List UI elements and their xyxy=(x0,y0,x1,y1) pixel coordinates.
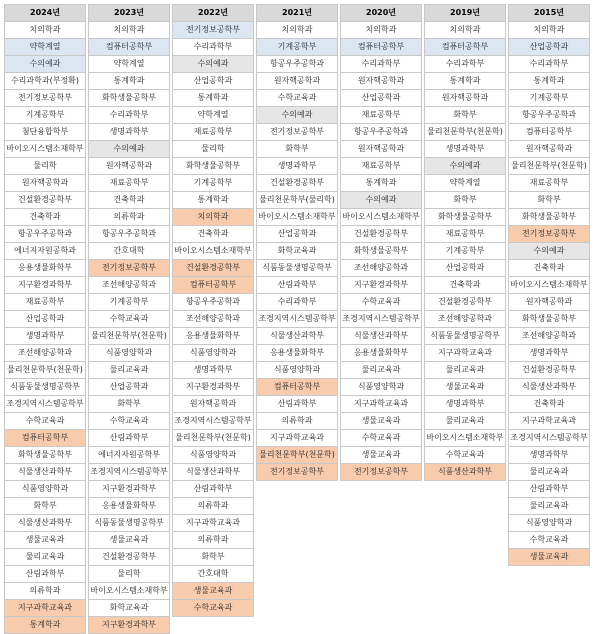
table-cell: 원자핵공학과 xyxy=(424,89,506,106)
table-cell: 식물생산과학부 xyxy=(4,463,86,480)
table-cell: 산림과학부 xyxy=(172,480,254,497)
table-cell: 건설환경공학부 xyxy=(172,259,254,276)
table-cell: 산림과학부 xyxy=(256,276,338,293)
table-cell: 컴퓨터공학부 xyxy=(172,276,254,293)
table-cell: 조선해양공학과 xyxy=(424,310,506,327)
year-header: 2024년 xyxy=(4,4,86,21)
table-cell: 원자핵공학과 xyxy=(4,174,86,191)
table-cell: 응용생물화학부 xyxy=(88,497,170,514)
table-cell: 항공우주공학과 xyxy=(508,106,590,123)
table-cell: 통계학과 xyxy=(340,174,422,191)
table-cell: 조경지역시스템공학부 xyxy=(508,429,590,446)
table-cell: 건축학과 xyxy=(508,259,590,276)
table-cell: 식물생산과학부 xyxy=(172,463,254,480)
table-cell: 컴퓨터공학부 xyxy=(256,378,338,395)
table-cell: 생명과학부 xyxy=(424,395,506,412)
table-cell: 물리천문학부(물리학) xyxy=(256,191,338,208)
table-cell: 전기정보공학부 xyxy=(172,21,254,38)
table-cell: 원자핵공학과 xyxy=(508,293,590,310)
table-cell: 통계학과 xyxy=(508,72,590,89)
table-cell: 수의예과 xyxy=(424,157,506,174)
year-header: 2019년 xyxy=(424,4,506,21)
table-cell: 응용생물화학부 xyxy=(172,327,254,344)
table-cell: 재료공학부 xyxy=(340,157,422,174)
table-cell: 식품동물생명공학부 xyxy=(256,259,338,276)
table-cell: 지구환경과학부 xyxy=(4,276,86,293)
table-cell: 식품영양학과 xyxy=(4,480,86,497)
table-cell: 생물교육과 xyxy=(172,582,254,599)
table-cell: 수학교육과 xyxy=(4,412,86,429)
table-cell: 조선해양공학과 xyxy=(88,276,170,293)
table-cell: 화학부 xyxy=(424,106,506,123)
table-cell: 화학생물공학부 xyxy=(508,310,590,327)
table-cell: 지구환경과학부 xyxy=(340,276,422,293)
table-cell: 바이오시스템소재학부 xyxy=(340,208,422,225)
table-cell: 산림과학부 xyxy=(508,480,590,497)
table-cell: 의류학과 xyxy=(4,582,86,599)
table-cell: 기계공학부 xyxy=(4,106,86,123)
table-cell: 컴퓨터공학부 xyxy=(340,38,422,55)
table-cell: 식품동물생명공학부 xyxy=(4,378,86,395)
table-cell: 건설환경공학부 xyxy=(256,174,338,191)
table-cell: 항공우주공학과 xyxy=(4,225,86,242)
year-header: 2023년 xyxy=(88,4,170,21)
table-cell: 전기정보공학부 xyxy=(88,259,170,276)
table-cell: 컴퓨터공학부 xyxy=(424,38,506,55)
table-cell: 물리교육과 xyxy=(508,497,590,514)
table-cell: 약학계열 xyxy=(88,55,170,72)
table-cell: 화학교육과 xyxy=(256,242,338,259)
table-cell: 식품영양학과 xyxy=(172,344,254,361)
table-cell: 지구환경과학부 xyxy=(172,378,254,395)
table-cell: 산업공학과 xyxy=(4,310,86,327)
table-cell: 수의예과 xyxy=(256,106,338,123)
table-cell: 식품영양학과 xyxy=(340,378,422,395)
table-cell: 원자핵공학과 xyxy=(340,72,422,89)
table-cell: 컴퓨터공학부 xyxy=(508,123,590,140)
table-cell: 산업공학과 xyxy=(508,38,590,55)
table-cell: 지구과학교육과 xyxy=(340,395,422,412)
table-cell: 항공우주공학과 xyxy=(340,123,422,140)
table-cell: 컴퓨터공학부 xyxy=(4,429,86,446)
table-cell: 조경지역시스템공학부 xyxy=(88,463,170,480)
table-cell: 생물교육과 xyxy=(4,531,86,548)
table-cell: 응용생물화학부 xyxy=(4,259,86,276)
table-cell: 물리천문학부(천문학) xyxy=(88,327,170,344)
table-cell: 재료공학부 xyxy=(172,123,254,140)
table-cell: 화학부 xyxy=(424,191,506,208)
year-header: 2015년 xyxy=(508,4,590,21)
table-cell: 통계학과 xyxy=(424,72,506,89)
table-cell: 건축학과 xyxy=(508,395,590,412)
table-cell: 생물교육과 xyxy=(424,378,506,395)
table-cell: 지구환경과학부 xyxy=(88,480,170,497)
table-cell: 식품영양학과 xyxy=(256,361,338,378)
table-cell: 지구과학교육과 xyxy=(508,412,590,429)
table-cell: 항공우주공학과 xyxy=(256,55,338,72)
table-cell: 전기정보공학부 xyxy=(340,463,422,481)
table-cell: 수의예과 xyxy=(340,191,422,208)
table-cell: 수리과학부 xyxy=(424,55,506,72)
table-cell: 수의예과 xyxy=(4,55,86,72)
table-cell: 지구과학교육과 xyxy=(172,514,254,531)
table-cell: 물리천문학부(천문학) xyxy=(256,446,338,463)
table-cell: 산업공학과 xyxy=(88,378,170,395)
table-cell: 수학교육과 xyxy=(508,531,590,548)
table-cell: 화학부 xyxy=(172,548,254,565)
table-cell: 전기정보공학부 xyxy=(256,463,338,481)
table-cell: 치의학과 xyxy=(88,21,170,38)
year-ranking-table xyxy=(4,4,590,633)
table-cell: 항공우주공학과 xyxy=(172,293,254,310)
table-cell: 화학부 xyxy=(4,497,86,514)
table-cell: 물리천문학부(천문학) xyxy=(172,429,254,446)
table-cell: 식품영양학과 xyxy=(88,344,170,361)
table-cell: 첨단융합학부 xyxy=(4,123,86,140)
table-cell: 물리교육과 xyxy=(4,548,86,565)
table-cell: 재료공학부 xyxy=(340,106,422,123)
table-cell: 원자핵공학과 xyxy=(340,140,422,157)
table-cell: 산업공학과 xyxy=(172,72,254,89)
table-cell: 치의학과 xyxy=(172,208,254,225)
table-cell: 조선해양공학과 xyxy=(172,310,254,327)
table-cell: 산림과학부 xyxy=(256,395,338,412)
table-cell: 건설환경공학부 xyxy=(340,225,422,242)
table-cell: 전기정보공학부 xyxy=(4,89,86,106)
table-cell: 통계학과 xyxy=(4,616,86,634)
table-cell: 화학부 xyxy=(508,191,590,208)
table-cell: 수리과학부 xyxy=(256,293,338,310)
year-header: 2022년 xyxy=(172,4,254,21)
table-cell: 물리천문학부(천문학) xyxy=(4,361,86,378)
table-cell: 원자핵공학과 xyxy=(256,72,338,89)
table-cell: 의류학과 xyxy=(172,531,254,548)
table-cell: 화학생물공학부 xyxy=(4,446,86,463)
table-cell: 치의학과 xyxy=(508,21,590,38)
table-cell: 생물교육과 xyxy=(508,548,590,566)
table-cell: 식품영양학과 xyxy=(172,446,254,463)
table-cell: 건축학과 xyxy=(4,208,86,225)
table-cell: 수리과학부 xyxy=(340,55,422,72)
table-cell: 건축학과 xyxy=(88,191,170,208)
table-cell: 통계학과 xyxy=(88,72,170,89)
table-cell: 치의학과 xyxy=(424,21,506,38)
table-cell: 치의학과 xyxy=(340,21,422,38)
table-cell: 조선해양공학과 xyxy=(508,327,590,344)
table-cell: 화학부 xyxy=(88,395,170,412)
table-cell: 조경지역시스템공학부 xyxy=(4,395,86,412)
table-cell: 화학생물공학부 xyxy=(424,208,506,225)
table-cell: 바이오시스템소재학부 xyxy=(508,276,590,293)
table-cell: 생물교육과 xyxy=(340,412,422,429)
table-cell: 재료공학부 xyxy=(424,225,506,242)
table-cell: 물리학 xyxy=(172,140,254,157)
table-cell: 전기정보공학부 xyxy=(256,123,338,140)
table-cell: 식물생산과학부 xyxy=(4,514,86,531)
table-cell: 바이오시스템소재학부 xyxy=(256,208,338,225)
table-cell: 통계학과 xyxy=(172,89,254,106)
table-cell: 수학교육과 xyxy=(88,412,170,429)
table-cell: 조선해양공학과 xyxy=(4,344,86,361)
table-cell: 건축학과 xyxy=(424,276,506,293)
table-cell: 식품생산과학부 xyxy=(424,463,506,481)
table-cell: 물리천문학부(천문학) xyxy=(508,157,590,174)
table-cell: 건설환경공학부 xyxy=(88,548,170,565)
table-cell: 물리교육과 xyxy=(88,361,170,378)
table-cell: 조경지역시스템공학부 xyxy=(340,310,422,327)
table-cell: 물리교육과 xyxy=(424,412,506,429)
table-cell: 재료공학부 xyxy=(508,174,590,191)
table-cell: 식물생산과학부 xyxy=(340,327,422,344)
table-cell: 약학계열 xyxy=(4,38,86,55)
table-cell: 건축학과 xyxy=(172,225,254,242)
table-cell: 수리과학과(부정확) xyxy=(4,72,86,89)
table-cell: 수학교육과 xyxy=(172,599,254,617)
table-cell: 물리교육과 xyxy=(424,361,506,378)
table-cell: 수의예과 xyxy=(172,55,254,72)
table-cell: 바이오시스템소재학부 xyxy=(424,429,506,446)
table-cell: 수학교육과 xyxy=(424,446,506,463)
table-cell: 수학교육과 xyxy=(340,429,422,446)
table-cell: 항공우주공학과 xyxy=(88,225,170,242)
table-cell: 수리과학부 xyxy=(172,38,254,55)
table-cell: 기계공학부 xyxy=(256,38,338,55)
table-cell: 기계공학부 xyxy=(508,89,590,106)
table-cell: 재료공학부 xyxy=(88,174,170,191)
table-cell: 화학부 xyxy=(256,140,338,157)
table-cell: 화학생물공학부 xyxy=(340,242,422,259)
table-cell: 재료공학부 xyxy=(4,293,86,310)
table-cell: 건설환경공학부 xyxy=(508,361,590,378)
table-cell: 수학교육과 xyxy=(256,89,338,106)
table-cell: 조경지역시스템공학부 xyxy=(172,412,254,429)
table-cell: 물리교육과 xyxy=(508,463,590,480)
table-cell: 생명과학부 xyxy=(4,327,86,344)
table-cell: 생물교육과 xyxy=(88,531,170,548)
table-cell: 화학생물공학부 xyxy=(172,157,254,174)
table-cell: 수학교육과 xyxy=(88,310,170,327)
table-cell: 에너지자원공학부 xyxy=(88,446,170,463)
table-cell: 지구과학교육과 xyxy=(4,599,86,616)
table-cell: 식품영양학과 xyxy=(508,514,590,531)
table-cell: 수의예과 xyxy=(88,140,170,157)
table-cell: 생명과학부 xyxy=(424,140,506,157)
table-cell: 산림과학부 xyxy=(4,565,86,582)
table-cell: 수리과학부 xyxy=(508,55,590,72)
table-cell: 건설환경공학부 xyxy=(4,191,86,208)
table-cell: 기계공학부 xyxy=(424,242,506,259)
table-cell: 지구환경과학부 xyxy=(88,616,170,634)
table-cell: 생명과학부 xyxy=(88,123,170,140)
table-cell: 식물생산과학부 xyxy=(508,378,590,395)
table-cell: 에너지자원공학과 xyxy=(4,242,86,259)
table-cell: 바이오시스템소재학부 xyxy=(88,582,170,599)
table-cell: 지구과학교육과 xyxy=(424,344,506,361)
table-cell: 원자핵공학과 xyxy=(508,140,590,157)
table-cell: 식품동물생명공학부 xyxy=(424,327,506,344)
table-cell: 수리과학부 xyxy=(88,106,170,123)
table-cell: 응용생물화학부 xyxy=(256,344,338,361)
table-cell: 화학생물공학부 xyxy=(88,89,170,106)
table-cell: 의류학과 xyxy=(88,208,170,225)
table-cell: 원자핵공학과 xyxy=(172,395,254,412)
table-cell: 수의예과 xyxy=(508,242,590,259)
table-cell: 간호대학 xyxy=(172,565,254,582)
table-cell: 바이오시스템소재학부 xyxy=(4,140,86,157)
table-cell: 의류학과 xyxy=(256,412,338,429)
table-cell: 수학교육과 xyxy=(340,293,422,310)
table-cell: 전기정보공학부 xyxy=(508,225,590,242)
table-cell: 산업공학과 xyxy=(256,225,338,242)
year-header: 2021년 xyxy=(256,4,338,21)
table-cell: 화학생물공학부 xyxy=(508,208,590,225)
table-cell: 물리천문학부(천문학) xyxy=(424,123,506,140)
table-cell: 기계공학부 xyxy=(88,293,170,310)
table-cell: 식품동물생명공학부 xyxy=(88,514,170,531)
table-cell: 생물교육과 xyxy=(340,446,422,463)
table-cell: 조선해양공학과 xyxy=(340,259,422,276)
table-cell: 원자핵공학과 xyxy=(88,157,170,174)
table-cell: 산업공학과 xyxy=(340,89,422,106)
table-cell: 건설환경공학부 xyxy=(424,293,506,310)
table-cell: 산림과학부 xyxy=(88,429,170,446)
table-cell: 생명과학부 xyxy=(256,157,338,174)
table-cell: 물리교육과 xyxy=(340,361,422,378)
table-cell: 생명과학부 xyxy=(508,446,590,463)
table-cell: 바이오시스템소재학부 xyxy=(172,242,254,259)
table-cell: 치의학과 xyxy=(256,21,338,38)
table-cell: 약학계열 xyxy=(424,174,506,191)
table-cell: 산업공학과 xyxy=(424,259,506,276)
table-cell: 기계공학부 xyxy=(172,174,254,191)
table-cell: 화학교육과 xyxy=(88,599,170,616)
table-cell: 약학계열 xyxy=(172,106,254,123)
table-cell: 물리학 xyxy=(4,157,86,174)
table-cell: 생명과학부 xyxy=(508,344,590,361)
table-cell: 응용생물화학부 xyxy=(340,344,422,361)
table-cell: 컴퓨터공학부 xyxy=(88,38,170,55)
table-cell: 조경지역시스템공학부 xyxy=(256,310,338,327)
table-cell: 물리학 xyxy=(88,565,170,582)
table-cell: 지구과학교육과 xyxy=(256,429,338,446)
table-cell: 식물생산과학부 xyxy=(256,327,338,344)
year-header: 2020년 xyxy=(340,4,422,21)
table-cell: 통계학과 xyxy=(172,191,254,208)
table-cell: 간호대학 xyxy=(88,242,170,259)
table-cell: 의류학과 xyxy=(172,497,254,514)
table-cell: 생명과학부 xyxy=(172,361,254,378)
table-cell: 치의학과 xyxy=(4,21,86,38)
